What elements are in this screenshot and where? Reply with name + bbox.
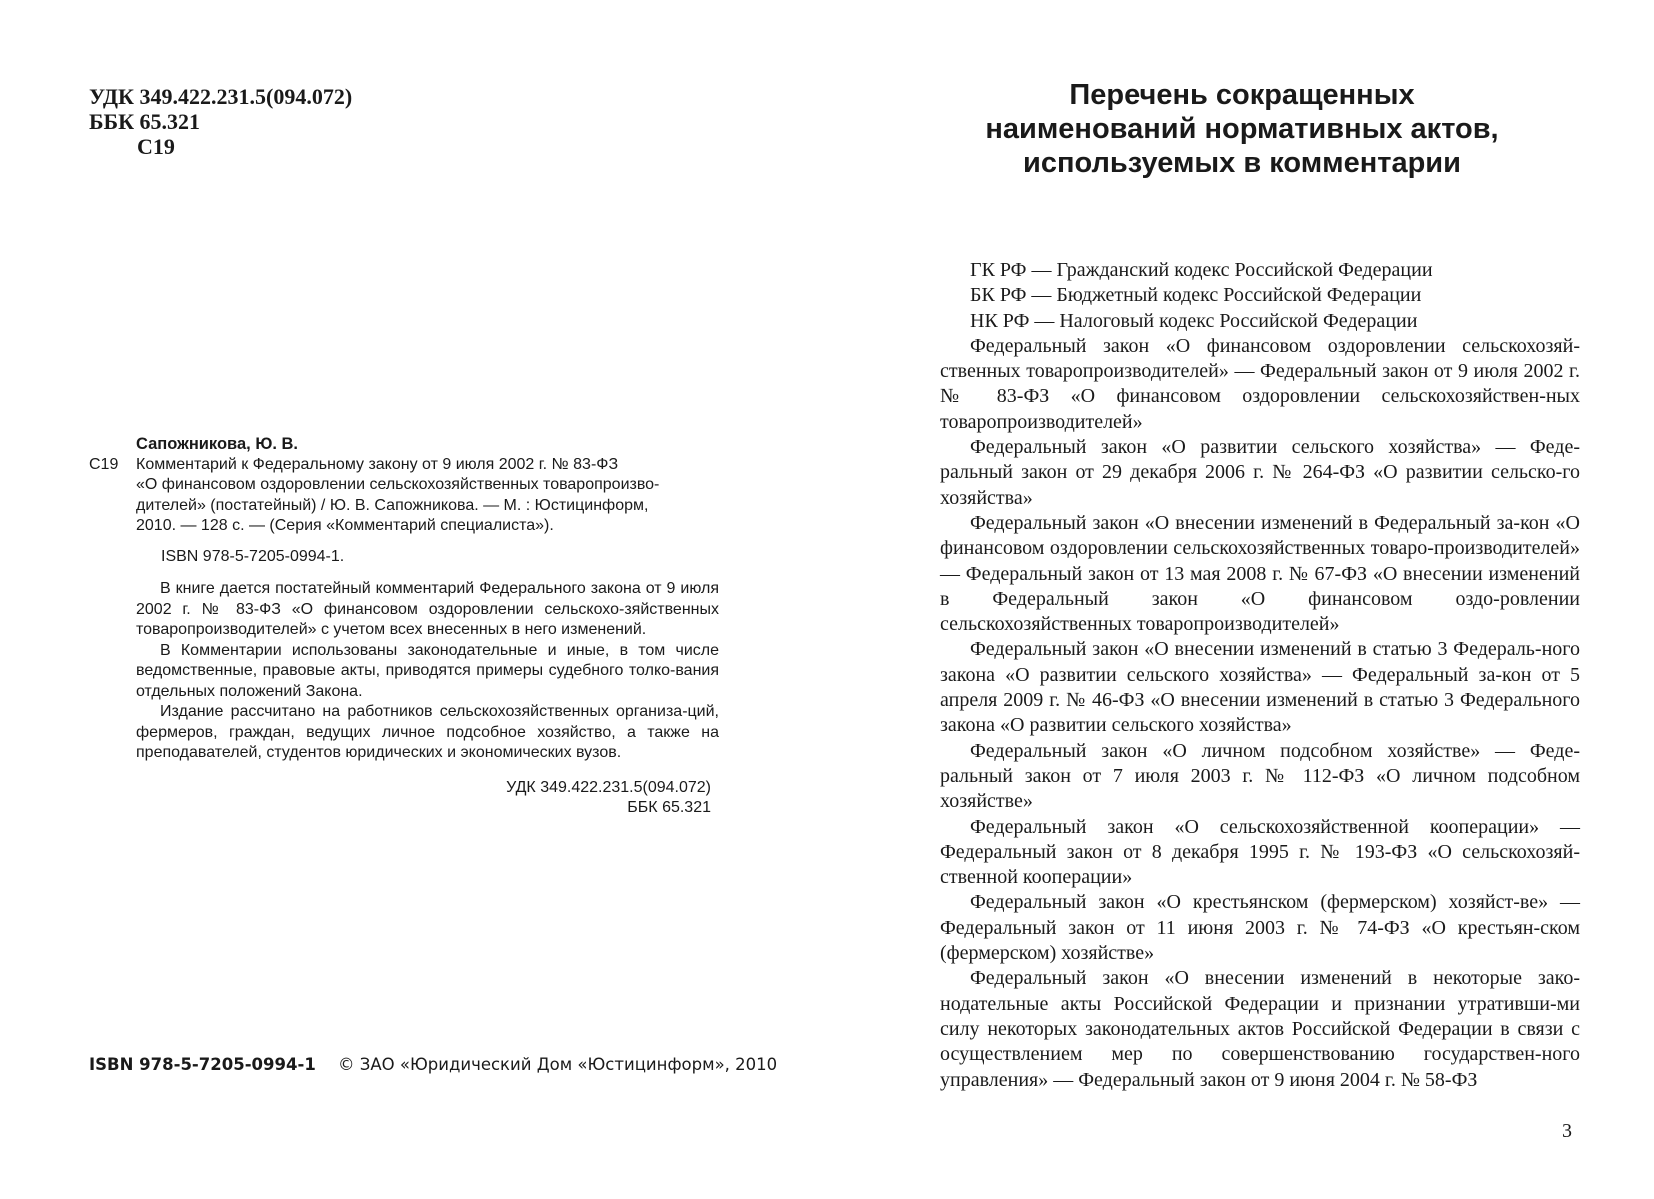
description-line: 2010. — 128 с. — (Серия «Комментарий специалиста»). (136, 517, 554, 534)
title-line: Перечень сокращенных (1069, 79, 1415, 111)
law-entry: Федеральный закон «О внесении изменений в некоторые зако-нодательные акты Российской Федерации и признании утративши-ми силу некоторых законодательных актов Российской Федерации в связи с осуществлением мер по совершенствованию государствен-ного управления» — Федеральный закон от 9 июня 2004 г. № 58-ФЗ (940, 967, 1580, 1091)
abbreviation-entry: БК РФ — Бюджетный кодекс Российской Федерации (970, 284, 1422, 307)
abbreviation-entry: НК РФ — Налоговый кодекс Российской Федерации (970, 309, 1418, 332)
description-line: «О финансовом оздоровлении сельскохозяйственных товаропроизво- (136, 476, 660, 493)
card-code: С19 (89, 455, 119, 473)
card-description-row (89, 455, 719, 537)
page-number: 3 (1562, 1120, 1572, 1142)
card-udk: УДК 349.422.231.5(094.072) (506, 778, 711, 796)
author-mark: С19 (137, 134, 175, 159)
abbreviation-entry: ГК РФ — Гражданский кодекс Российской Федерации (970, 259, 1433, 281)
annotation-paragraph: Издание рассчитано на работников сельскохозяйственных организа-ций, фермеров, граждан, ведущих личное подсобное хозяйство, а также на преподавателей, студентов юридических и экономических вузов. (136, 703, 719, 761)
law-entry: Федеральный закон «О финансовом оздоровлении сельскохозяй-ственных товаропроизводителей» — Федеральный закон от 9 июля 2002 г. № 83-ФЗ «О финансовом оздоровлении сельскохозяйствен-ных товаропроизводителей» (940, 334, 1580, 433)
card-classification (89, 778, 719, 819)
law-entry: Федеральный закон «О личном подсобном хозяйстве» — Феде-ральный закон от 7 июля 2003 г. № 112-ФЗ «О личном подсобном хозяйстве» (940, 739, 1580, 813)
law-entry: Федеральный закон «О внесении изменений в статью 3 Федераль-ного закона «О развитии сельского хозяйства» — Федеральный за-кон от 5 апреля 2009 г. № 46-ФЗ «О внесении изменений в статью 3 Федерального закона «О развитии сельского хозяйства» (940, 638, 1580, 737)
catalog-card (89, 434, 719, 819)
annotation-paragraph: В книге дается постатейный комментарий Федерального закона от 9 июля 2002 г. № 83-ФЗ «О финансовом оздоровлении сельскохо-зяйственных товаропроизводителей» с учетом всех внесенных в него изменений. (136, 580, 719, 638)
udk-code: УДК 349.422.231.5(094.072) (89, 84, 353, 109)
card-isbn: ISBN 978-5-7205-0994-1. (161, 547, 345, 565)
card-annotation (136, 579, 719, 764)
card-bbk: ББК 65.321 (627, 799, 711, 816)
bottom-isbn: ISBN 978-5-7205-0994-1 (89, 1055, 316, 1074)
right-page (827, 0, 1654, 1199)
bbk-code: ББК 65.321 (89, 109, 201, 134)
abbreviation-list (940, 258, 1580, 1093)
title-line: наименований нормативных актов, (985, 113, 1499, 145)
law-entry: Федеральный закон «О развитии сельского хозяйства» — Феде-ральный закон от 29 декабря 2006 г. № 264-ФЗ «О развитии сельско-го хозяйства» (940, 436, 1580, 509)
law-entry: Федеральный закон «О внесении изменений в Федеральный за-кон «О финансовом оздоровлении сельскохозяйственных товаро-производителей» — Федеральный закон от 13 мая 2008 г. № 67-ФЗ «О внесении изменений в Федеральный закон «О финансовом оздо-ровлении сельскохозяйственных товаропроизводителей» (940, 511, 1580, 636)
card-description (136, 455, 719, 537)
description-line: дителей» (постатейный) / Ю. В. Сапожникова. — М. : Юстицинформ, (136, 496, 649, 514)
annotation-paragraph: В Комментарии использованы законодательные и иные, в том числе ведомственные, правовые акты, приводятся примеры судебного толко-вания отдельных положений Закона. (136, 641, 719, 700)
card-author: Сапожникова, Ю. В. (136, 435, 299, 453)
description-line: Комментарий к Федеральному закону от 9 июля 2002 г. № 83-ФЗ (136, 455, 619, 473)
copyright: © ЗАО «Юридический Дом «Юстицинформ», 2010 (338, 1055, 778, 1074)
title-line: используемых в комментарии (1023, 147, 1461, 179)
classification-header (89, 84, 352, 159)
law-entry: Федеральный закон «О крестьянском (фермерском) хозяйст-ве» — Федеральный закон от 11 июня 2003 г. № 74-ФЗ «О крестьян-ском (фермерском) хозяйстве» (940, 891, 1580, 965)
law-entry: Федеральный закон «О сельскохозяйственной кооперации» — Федеральный закон от 8 декабря 1995 г. № 193-ФЗ «О сельскохозяй-ственной кооперации» (940, 815, 1580, 889)
page-title (937, 78, 1547, 180)
